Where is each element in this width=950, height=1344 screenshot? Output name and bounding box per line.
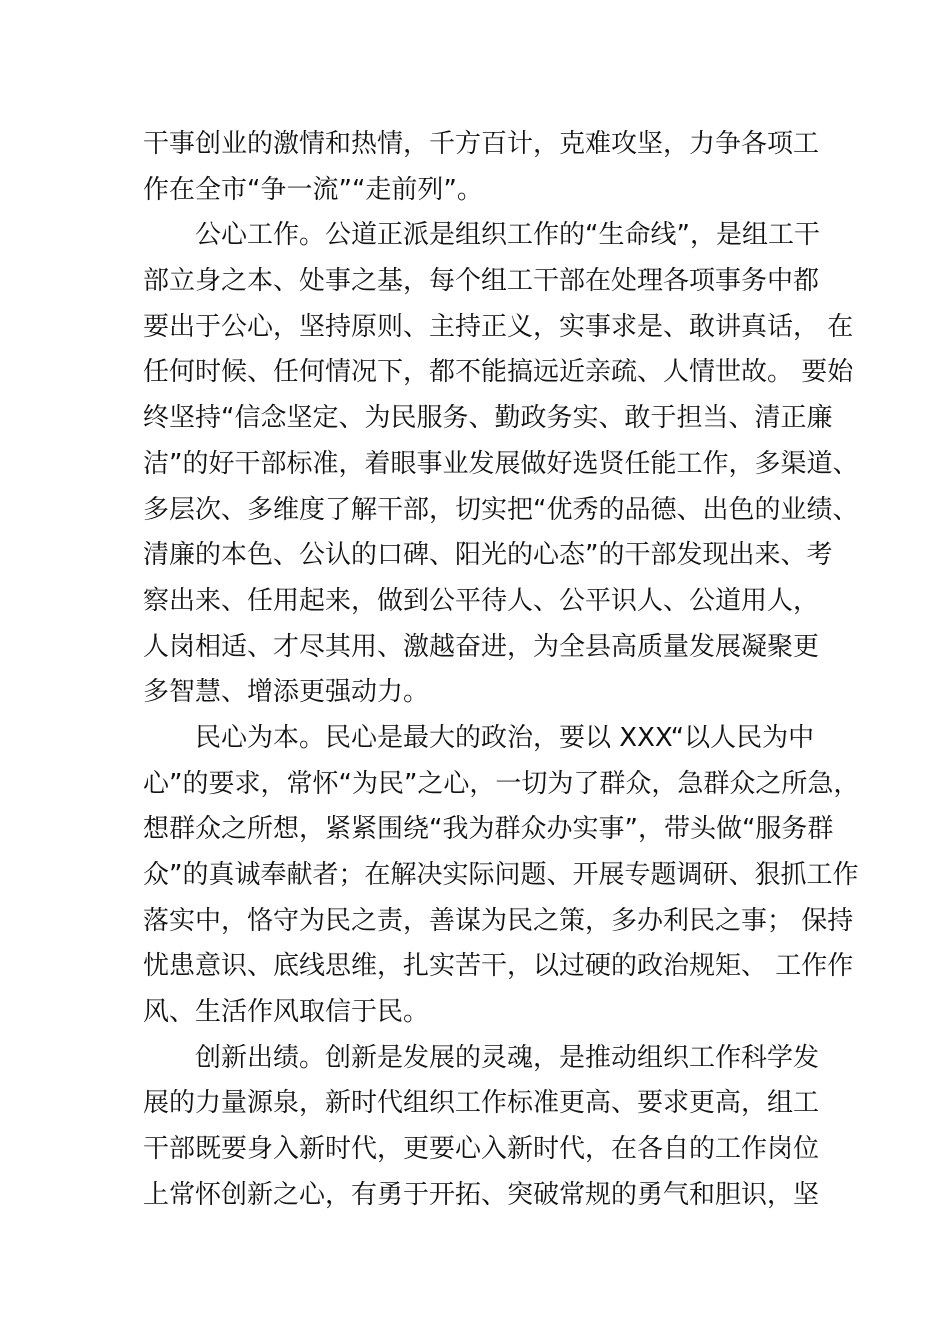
text-line: 忧患意识、底线思维，扎实苦干，以过硬的政治规矩、 工作作 xyxy=(143,951,854,982)
text-line: 察出来、任用起来，做到公平待人、公平识人、公道用人， xyxy=(143,585,820,616)
text-line: 干事创业的激情和热情，千方百计，克难攻坚，力争各项工 xyxy=(143,129,820,159)
text-line: 清廉的本色、公认的口碑、阳光的心态”的干部发现出来、考 xyxy=(143,540,833,571)
text-line: 民心为本。民心是最大的政治，要以 XXX“以人民为中 xyxy=(195,722,815,753)
text-line: 想群众之所想，紧紧围绕“我为群众办实事”，带头做“服务群 xyxy=(143,814,834,845)
text-line: 展的力量源泉，新时代组织工作标准更高、要求更高，组工 xyxy=(143,1088,820,1119)
text-line: 风、生活作风取信于民。 xyxy=(143,997,430,1028)
text-line: 部立身之本、处事之基，每个组工干部在处理各项事务中都 xyxy=(143,266,820,297)
paragraph-chuangxin xyxy=(143,1036,823,1219)
paragraph-minxin xyxy=(143,716,860,1036)
text-line: 多层次、多维度了解干部，切实把“优秀的品德、出色的业绩、 xyxy=(143,494,859,525)
document-body xyxy=(143,122,860,1219)
text-line: 公心工作。公道正派是组织工作的“生命线”，是组工干 xyxy=(195,220,820,251)
text-line: 创新出绩。创新是发展的灵魂，是推动组织工作科学发 xyxy=(195,1042,820,1073)
text-line: 上常怀创新之心，有勇于开拓、突破常规的勇气和胆识，坚 xyxy=(143,1179,820,1210)
text-line: 心”的要求，常怀“为民”之心，一切为了群众，急群众之所急， xyxy=(143,768,860,799)
text-line: 干部既要身入新时代，更要心入新时代，在各自的工作岗位 xyxy=(143,1134,820,1165)
text-line: 多智慧、增添更强动力。 xyxy=(143,677,430,708)
paragraph-gongxin xyxy=(143,213,859,716)
text-line: 人岗相适、才尽其用、激越奋进，为全县高质量发展凝聚更 xyxy=(143,631,820,662)
text-line: 要出于公心，坚持原则、主持正义，实事求是、敢讲真话， 在 xyxy=(143,311,854,342)
text-line: 作在全市“争一流”“走前列”。 xyxy=(143,174,483,205)
text-line: 众”的真诚奉献者；在解决实际问题、开展专题调研、狠抓工作 xyxy=(143,860,859,890)
text-line: 终坚持“信念坚定、为民服务、勤政务实、敢于担当、清正廉 xyxy=(143,403,833,434)
text-line: 洁”的好干部标准，着眼事业发展做好选贤任能工作，多渠道、 xyxy=(143,448,859,479)
text-line: 任何时候、任何情况下，都不能搞远近亲疏、人情世故。 要始 xyxy=(143,357,854,388)
paragraph-continuation xyxy=(143,122,823,213)
text-line: 落实中，恪守为民之责，善谋为民之策，多办利民之事； 保持 xyxy=(143,905,854,936)
